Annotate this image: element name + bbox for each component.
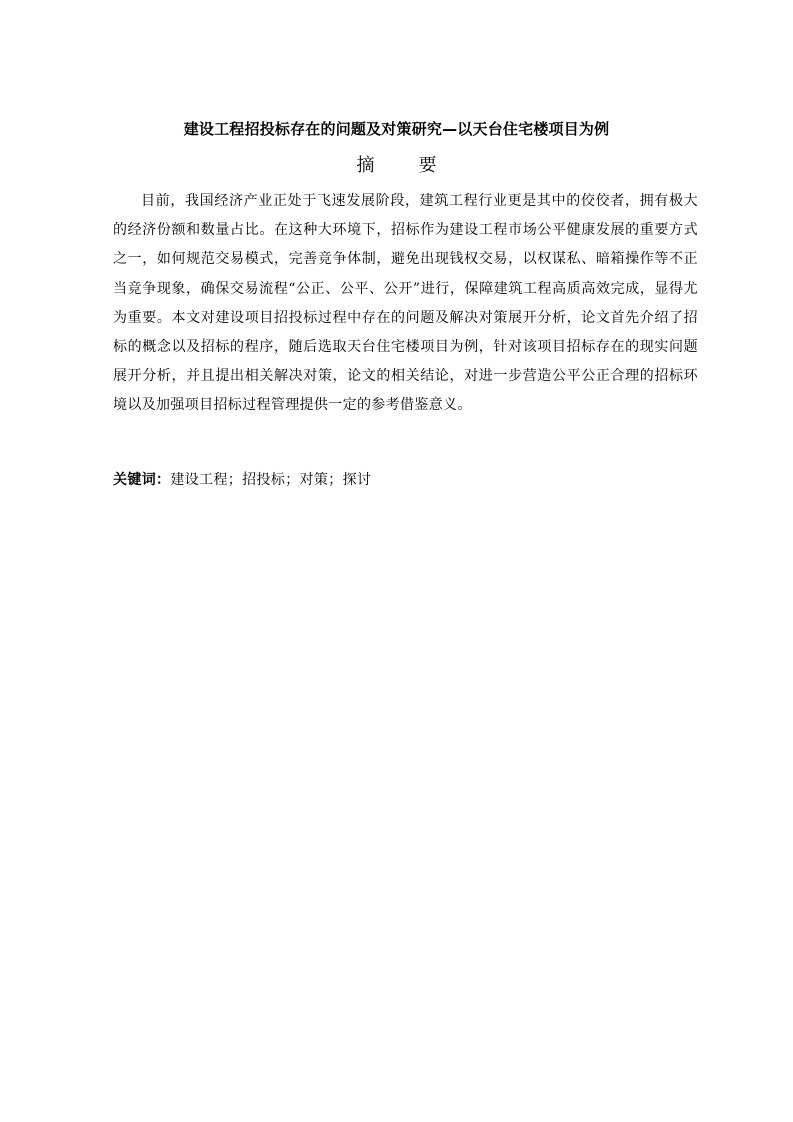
abstract-body: 目前，我国经济产业正处于飞速发展阶段，建筑工程行业更是其中的佼佼者，拥有极大的经济份额和数量占比。在这种大环境下，招标作为建设工程市场公平健康发展的重要方式之一，如何规范交易模式，完善竞争体制，避免出现钱权交易，以权谋私、暗箱操作等不正当竞争现象，确保交易流程“公正、公平、公开”进行，保障建筑工程高质高效完成，显得尤为重要。本文对建设项目招投标过程中存在的问题及解决对策展开分析，论文首先介绍了招标的概念以及招标的程序，随后选取天台住宅楼项目为例，针对该项目招标存在的现实问题展开分析，并且提出相关解决对策，论文的相关结论，对进一步营造公平公正合理的招标环境以及加强项目招标过程管理提供一定的参考借鉴意义。 (113, 193, 698, 414)
abstract-heading (0, 153, 793, 179)
paper-title: 建设工程招投标存在的问题及对策研究—以天台住宅楼项目为例 (183, 120, 610, 138)
keywords-label: 关键词： (113, 472, 171, 488)
keywords-line (113, 468, 698, 492)
abstract-heading-char-2: 要 (418, 155, 437, 176)
keywords-list: 建设工程；招投标；对策；探讨 (170, 472, 372, 488)
abstract-heading-char-1: 摘 (356, 155, 375, 176)
